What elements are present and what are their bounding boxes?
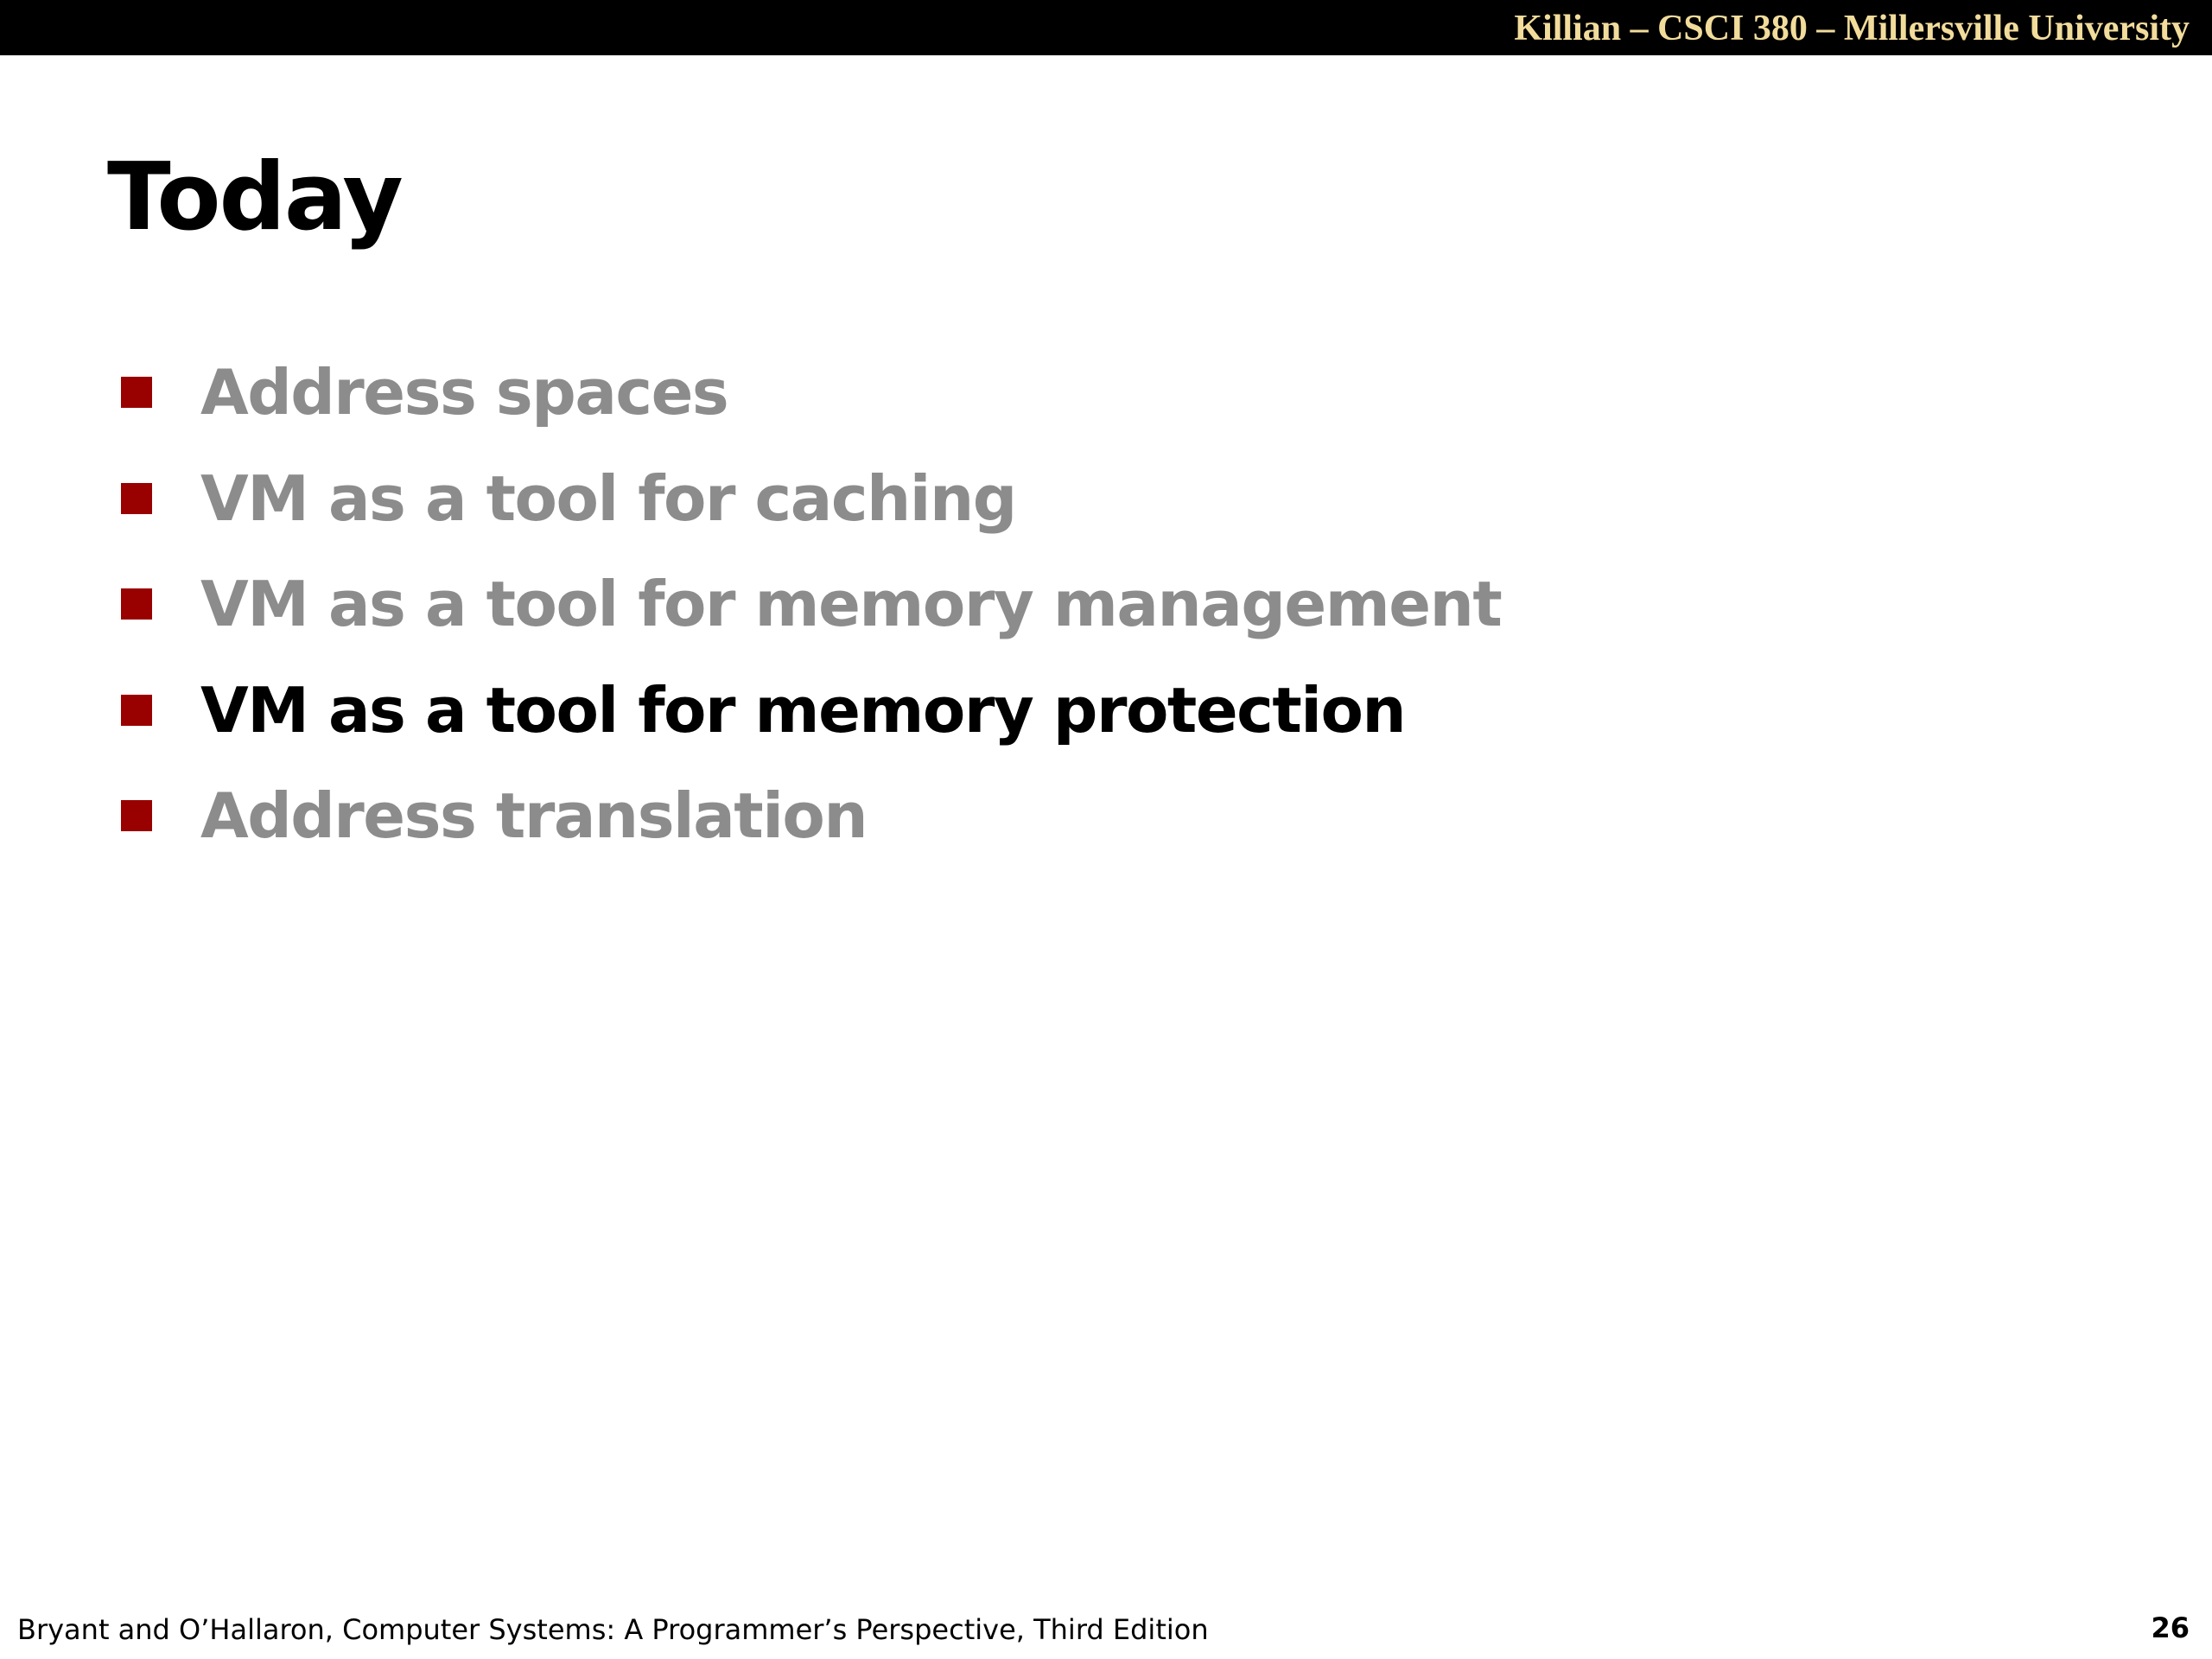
agenda-item-address-translation bbox=[121, 763, 1501, 869]
header-bar bbox=[0, 0, 2212, 55]
page-number: 26 bbox=[2151, 1611, 2190, 1644]
agenda-item-vm-memory-protection bbox=[121, 658, 1501, 764]
agenda-item-label: VM as a tool for memory management bbox=[200, 568, 1502, 641]
footer-citation: Bryant and O’Hallaron, Computer Systems: A Programmer’s Perspective, Third Edition bbox=[17, 1613, 1209, 1646]
header-course-info: Killian – CSCI 380 – Millersville University bbox=[1514, 9, 2190, 48]
bullet-square-icon bbox=[121, 800, 152, 831]
agenda-item-label: VM as a tool for caching bbox=[200, 461, 1016, 535]
agenda-item-vm-caching bbox=[121, 446, 1501, 552]
agenda-item-label: VM as a tool for memory protection bbox=[200, 673, 1406, 747]
bullet-square-icon bbox=[121, 695, 152, 726]
agenda-item-vm-memory-management bbox=[121, 551, 1501, 658]
agenda-item-address-spaces bbox=[121, 340, 1501, 446]
bullet-square-icon bbox=[121, 377, 152, 408]
agenda-item-label: Address translation bbox=[200, 779, 868, 853]
agenda-item-label: Address spaces bbox=[200, 356, 728, 429]
bullet-square-icon bbox=[121, 588, 152, 620]
bullet-square-icon bbox=[121, 483, 152, 514]
agenda-list bbox=[121, 340, 1501, 869]
slide-title: Today bbox=[107, 143, 402, 251]
